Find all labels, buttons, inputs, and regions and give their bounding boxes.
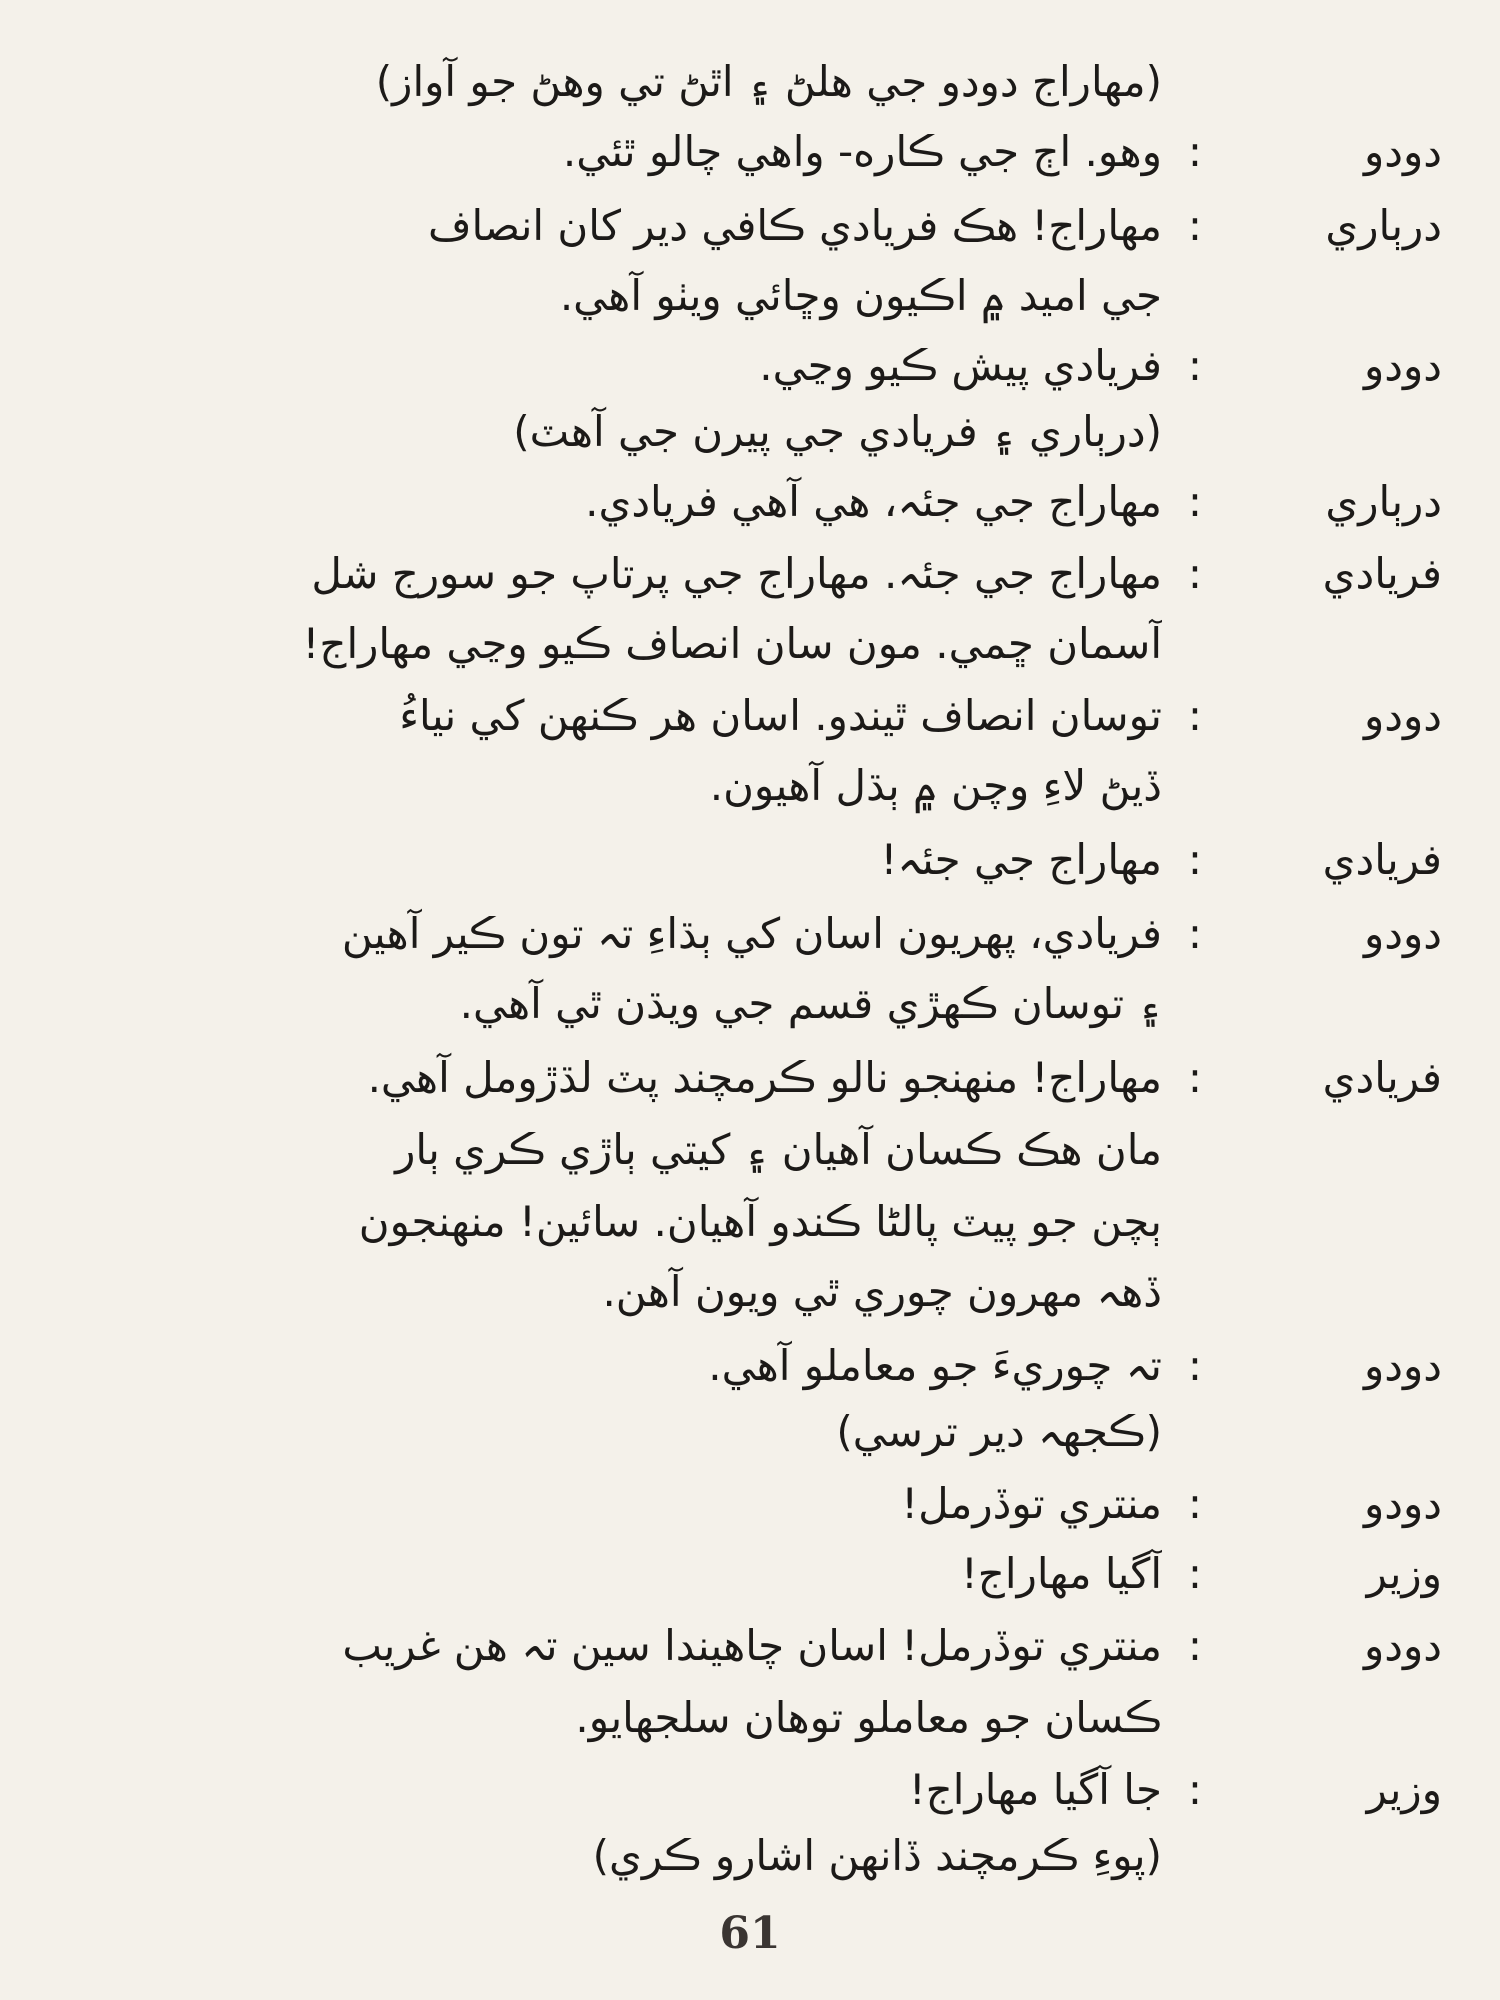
dialogue-line: منتري توڏرمل! (901, 1479, 1162, 1528)
stage-direction: (مھاراج دودو جي ھلڻ ۽ اٿڻ تي وھڻ جو آواز) (375, 57, 1162, 106)
dialogue-line: ۽ توسان ڪھڙي قسم جي ويڌن ٿي آھي. (459, 979, 1162, 1028)
dialogue-line: فريادي پيش ڪيو وڃي. (759, 341, 1162, 390)
speaker-colon: : (1187, 477, 1203, 526)
speaker-name: دودو (1364, 341, 1442, 390)
speaker-colon: : (1187, 1549, 1203, 1598)
speaker-colon: : (1187, 835, 1203, 884)
dialogue-line: جا آگيا مھاراج! (908, 1765, 1162, 1814)
speaker-name: درٻاري (1325, 477, 1442, 526)
speaker-colon: : (1187, 909, 1203, 958)
dialogue-line: مھاراج جي جئہ، ھي آھي فريادي. (585, 477, 1162, 526)
dialogue-line: منتري توڏرمل! اسان چاھيندا سين تہ ھن غريب (342, 1621, 1162, 1670)
speaker-colon: : (1187, 1479, 1203, 1528)
dialogue-line: مھاراج جي جئہ! (880, 835, 1162, 884)
speaker-name: دودو (1364, 909, 1442, 958)
speaker-name: دودو (1364, 1621, 1442, 1670)
speaker-colon: : (1187, 1621, 1203, 1670)
stage-direction: (درٻاري ۽ فريادي جي پيرن جي آھٽ) (513, 407, 1162, 456)
dialogue-line: وھو. اڄ جي ڪاره- واھي چالو ٿئي. (562, 127, 1162, 176)
dialogue-line: مھاراج جي جئہ. مھاراج جي پرتاپ جو سورج شل (311, 549, 1162, 598)
dialogue-line: مھاراج! ھڪ فريادي ڪافي دير کان انصاف (427, 201, 1162, 250)
speaker-name: دودو (1364, 1479, 1442, 1528)
dialogue-line: جي اميد ۾ اڪيون وڇائي ويٺو آھي. (559, 271, 1162, 320)
speaker-name: وزير (1366, 1765, 1442, 1814)
speaker-colon: : (1187, 201, 1203, 250)
dialogue-line: ڏھہ مھرون چوري ٿي ويون آھن. (602, 1267, 1162, 1316)
dialogue-line: فريادي، پھريون اسان کي ٻڌاءِ تہ تون ڪير آھين (341, 909, 1162, 958)
speaker-name: فريادي (1322, 1053, 1442, 1102)
dialogue-line: ڏيڻ لاءِ وچن ۾ ٻڌل آھيون. (709, 761, 1162, 810)
stage-direction: (پوءِ ڪرمچند ڏانھن اشارو ڪري) (592, 1831, 1162, 1880)
speaker-colon: : (1187, 341, 1203, 390)
dialogue-line: ڪسان جو معاملو توھان سلجھايو. (575, 1693, 1162, 1742)
speaker-colon: : (1187, 1341, 1203, 1390)
speaker-name: دودو (1364, 1341, 1442, 1390)
dialogue-line: تہ چوريءَ جو معاملو آھي. (708, 1341, 1162, 1390)
speaker-name: فريادي (1322, 549, 1442, 598)
speaker-name: درٻاري (1325, 201, 1442, 250)
dialogue-line: مھاراج! منھنجو نالو ڪرمچند پٽ لڌڙومل آھي. (367, 1053, 1162, 1102)
speaker-name: دودو (1364, 691, 1442, 740)
speaker-colon: : (1187, 691, 1203, 740)
speaker-name: فريادي (1322, 835, 1442, 884)
speaker-colon: : (1187, 1053, 1203, 1102)
dialogue-line: آگيا مھاراج! (960, 1549, 1162, 1598)
speaker-colon: : (1187, 127, 1203, 176)
dialogue-line: آسمان ڇمي. مون سان انصاف ڪيو وڃي مھاراج! (302, 619, 1162, 668)
dialogue-line: ٻچن جو پيٽ پالڻا ڪندو آھيان. سائين! منھنجون (358, 1197, 1162, 1246)
dialogue-line: مان ھڪ ڪسان آھيان ۽ کيتي ٻاڙي ڪري ٻار (395, 1125, 1162, 1174)
dialogue-line: توسان انصاف ٿيندو. اسان ھر ڪنھن کي نياءُ (399, 691, 1162, 740)
speaker-colon: : (1187, 549, 1203, 598)
speaker-name: وزير (1366, 1549, 1442, 1598)
page-number: 61 (719, 1908, 781, 1959)
speaker-colon: : (1187, 1765, 1203, 1814)
speaker-name: دودو (1364, 127, 1442, 176)
stage-direction: (ڪجھہ دير ترسي) (836, 1407, 1162, 1456)
